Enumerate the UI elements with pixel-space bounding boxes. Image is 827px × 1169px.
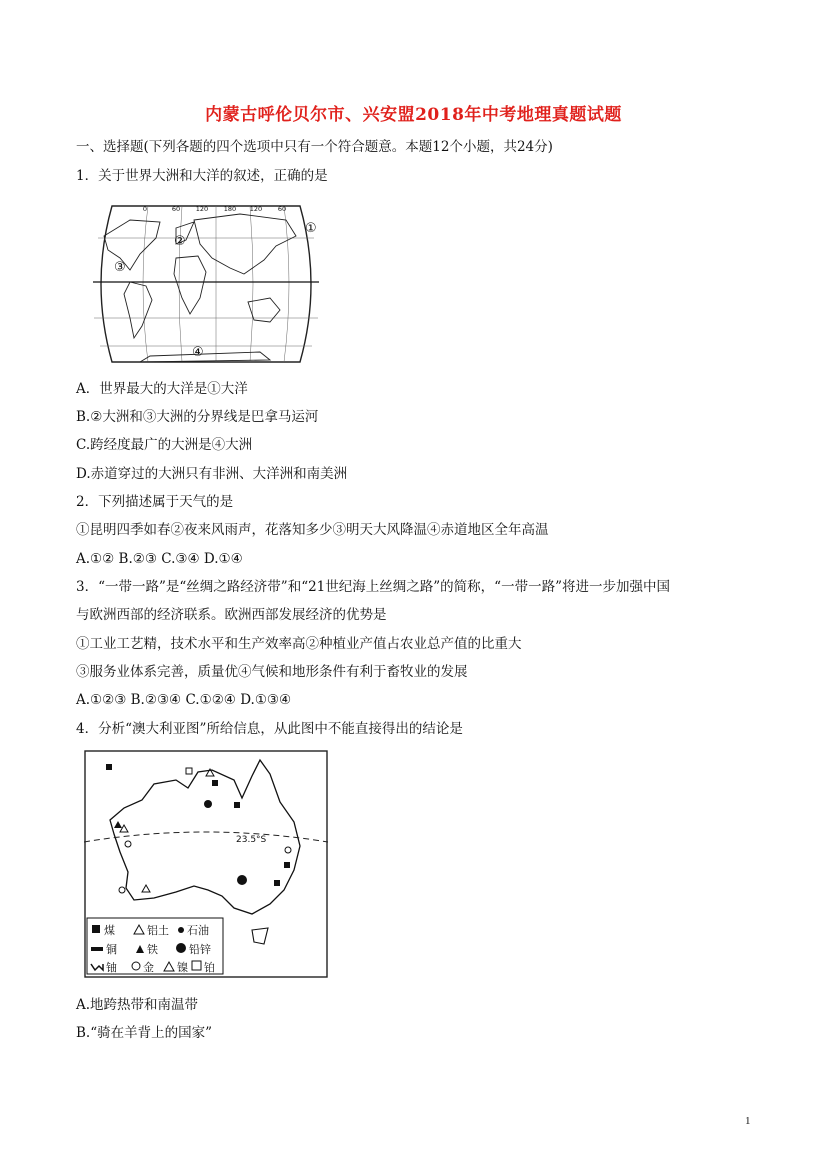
q3-items-cont: ③服务业体系完善，质量优④气候和地形条件有利于畜牧业的发展 bbox=[76, 664, 468, 680]
section-heading: 一、选择题(下列各题的四个选项中只有一个符合题意。本题12个小题，共24分) bbox=[76, 139, 553, 155]
continents bbox=[104, 214, 296, 362]
lon-tick: 0 bbox=[142, 205, 148, 213]
question-4-stem: 4．分析“澳大利亚图”所给信息，从此图中不能直接得出的结论是 bbox=[76, 721, 463, 737]
tasmania-outline bbox=[252, 928, 268, 944]
tropic-label: 23.5°S bbox=[236, 835, 267, 845]
question-3-stem: 3．“一带一路”是“丝绸之路经济带”和“21世纪海上丝绸之路”的简称，“一带一路”将进一步加强中国 bbox=[76, 579, 670, 595]
marker-3: ③ bbox=[114, 260, 126, 275]
lon-tick: 60 bbox=[171, 205, 181, 213]
page-number: 1 bbox=[745, 1115, 751, 1127]
lon-tick: 180 bbox=[223, 205, 237, 213]
lon-tick: 60 bbox=[277, 205, 287, 213]
legend-gold: 金 bbox=[143, 961, 154, 974]
legend-platinum: 铂 bbox=[204, 961, 215, 974]
lon-tick: 120 bbox=[249, 205, 263, 213]
mineral-symbols bbox=[106, 764, 291, 893]
legend-copper: 铜 bbox=[106, 943, 117, 956]
legend-lead-zinc: 铅锌 bbox=[189, 943, 211, 956]
q1-option-c: C.跨经度最广的大洲是④大洲 bbox=[76, 437, 253, 453]
marker-1: ① bbox=[305, 221, 317, 236]
q3-options: A.①②③ B.②③④ C.①②④ D.①③④ bbox=[76, 692, 292, 708]
q2-options: A.①② B.②③ C.③④ D.①④ bbox=[76, 551, 243, 567]
question-2-stem: 2．下列描述属于天气的是 bbox=[76, 494, 234, 510]
question-3-stem-cont: 与欧洲西部的经济联系。欧洲西部发展经济的优势是 bbox=[76, 607, 387, 623]
australia-map-figure bbox=[84, 750, 328, 978]
legend-bauxite: 铝土 bbox=[147, 924, 169, 937]
question-1-stem: 1．关于世界大洲和大洋的叙述，正确的是 bbox=[76, 168, 328, 184]
q4-option-b: B.“骑在羊背上的国家” bbox=[76, 1025, 213, 1041]
australia-outline bbox=[110, 760, 300, 914]
page-title: 内蒙古呼伦贝尔市、兴安盟2018年中考地理真题试题 bbox=[205, 105, 622, 125]
legend-nickel: 镍 bbox=[177, 961, 188, 974]
q1-option-d: D.赤道穿过的大洲只有非洲、大洋洲和南美洲 bbox=[76, 466, 348, 482]
map-frame bbox=[101, 206, 311, 362]
legend-coal: 煤 bbox=[104, 924, 115, 937]
legend-uranium: 铀 bbox=[106, 961, 117, 974]
q2-items: ①昆明四季如春②夜来风雨声，花落知多少③明天大风降温④赤道地区全年高温 bbox=[76, 522, 549, 538]
lon-tick: 120 bbox=[195, 205, 209, 213]
q1-option-b: B.②大洲和③大洲的分界线是巴拿马运河 bbox=[76, 409, 319, 425]
q1-option-a: A．世界最大的大洋是①大洋 bbox=[76, 381, 248, 397]
legend-iron: 铁 bbox=[147, 943, 158, 956]
world-map-figure bbox=[90, 198, 322, 370]
graticule bbox=[94, 206, 318, 362]
q4-option-a: A.地跨热带和南温带 bbox=[76, 997, 199, 1013]
marker-4: ④ bbox=[192, 345, 204, 360]
tropic-of-capricorn bbox=[84, 832, 328, 842]
q3-items: ①工业工艺精，技术水平和生产效率高②种植业产值占农业总产值的比重大 bbox=[76, 636, 522, 652]
legend-oil: 石油 bbox=[187, 924, 209, 937]
marker-2: ② bbox=[174, 234, 186, 249]
